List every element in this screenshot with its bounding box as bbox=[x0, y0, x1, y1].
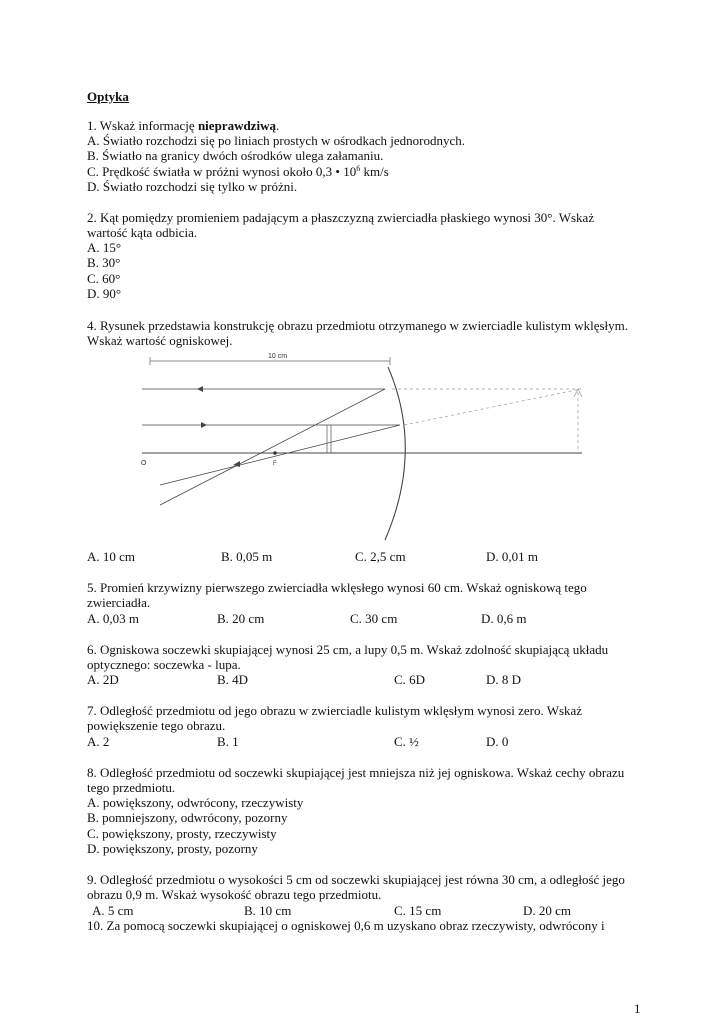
question-7-option-d: D. 0 bbox=[486, 734, 509, 749]
question-7-stem-line1: 7. Odległość przedmiotu od jego obrazu w zwierciadle kulistym wklęsłym wynosi zero. Wskaż bbox=[87, 703, 583, 718]
direction-arrow-middle bbox=[201, 422, 207, 428]
question-9-stem-line2: obrazu 0,9 m. Wskaż wysokość obrazu tego przedmiotu. bbox=[87, 887, 382, 902]
question-6-option-a: A. 2D bbox=[87, 672, 119, 687]
question-7-option-b: B. 1 bbox=[217, 734, 239, 749]
question-5-option-a: A. 0,03 m bbox=[87, 611, 139, 626]
question-1-option-a: A. Światło rozchodzi się po liniach prostych w ośrodkach jednorodnych. bbox=[87, 133, 465, 148]
ray-reflected-to-focus-b bbox=[160, 425, 400, 485]
question-9-stem-line1: 9. Odległość przedmiotu o wysokości 5 cm od soczewki skupiającej jest równa 30 cm, a odległość jego bbox=[87, 872, 625, 887]
question-5-stem-line1: 5. Promień krzywizny pierwszego zwierciadła wklęsłego wynosi 60 cm. Wskaż ogniskową tego bbox=[87, 580, 587, 595]
object-arrow bbox=[327, 425, 331, 453]
focus-point bbox=[273, 451, 277, 455]
question-4-option-d: D. 0,01 m bbox=[486, 549, 538, 564]
question-2-stem-line1: 2. Kąt pomiędzy promieniem padającym a płaszczyzną zwierciadła płaskiego wynosi 30°. Wskaż bbox=[87, 210, 595, 225]
question-2-stem-line2: wartość kąta odbicia. bbox=[87, 225, 198, 240]
question-5-option-c: C. 30 cm bbox=[350, 611, 398, 626]
label-f: F bbox=[273, 461, 277, 467]
question-8-option-d: D. powiększony, prosty, pozorny bbox=[87, 841, 258, 856]
question-4-option-b: B. 0,05 m bbox=[221, 549, 273, 564]
question-6-option-c: C. 6D bbox=[394, 672, 426, 687]
page-number: 1 bbox=[634, 1001, 641, 1016]
question-8-stem-line1: 8. Odległość przedmiotu od soczewki skupiającej jest mniejsza niż jej ogniskowa. Wskaż cechy obrazu bbox=[87, 765, 625, 780]
question-5-option-d: D. 0,6 m bbox=[481, 611, 527, 626]
question-8-option-b: B. pomniejszony, odwrócony, pozorny bbox=[87, 810, 288, 825]
label-o: O bbox=[141, 460, 147, 467]
question-6-stem-line1: 6. Ogniskowa soczewki skupiającej wynosi 25 cm, a lupy 0,5 m. Wskaż zdolność skupiającą układu bbox=[87, 642, 609, 657]
question-7-option-c: C. ½ bbox=[394, 734, 419, 749]
question-4-stem-line1: 4. Rysunek przedstawia konstrukcję obrazu przedmiotu otrzymanego w zwierciadle kulistym wklęsłym. bbox=[87, 318, 628, 333]
question-5-option-b: B. 20 cm bbox=[217, 611, 265, 626]
question-1-option-d: D. Światło rozchodzi się tylko w próżni. bbox=[87, 179, 298, 194]
question-2-option-a: A. 15° bbox=[87, 240, 122, 255]
question-10-stem-line1: 10. Za pomocą soczewki skupiającej o ogniskowej 0,6 m uzyskano obraz rzeczywisty, odwrócony i bbox=[87, 918, 605, 933]
question-9-option-d: D. 20 cm bbox=[523, 903, 572, 918]
question-9-option-a: A. 5 cm bbox=[92, 903, 134, 918]
exponent: 6 bbox=[356, 164, 361, 173]
question-1-stem: 1. Wskaż informację nieprawdziwą. bbox=[87, 118, 280, 133]
question-1-option-b: B. Światło na granicy dwóch ośrodków ulega załamaniu. bbox=[87, 148, 384, 163]
question-1-option-c: C. Prędkość światła w próżni wynosi około 0,3 • $10^6$ km/s bbox=[87, 164, 389, 179]
question-4-option-a: A. 10 cm bbox=[87, 549, 136, 564]
direction-arrow-top bbox=[197, 386, 203, 392]
question-6-stem-line2: optycznego: soczewka - lupa. bbox=[87, 657, 241, 672]
question-9-option-b: B. 10 cm bbox=[244, 903, 292, 918]
question-6-option-d: D. 8 D bbox=[486, 672, 522, 687]
dimension-label: 10 cm bbox=[268, 353, 288, 360]
question-2-option-c: C. 60° bbox=[87, 271, 121, 286]
question-8-stem-line2: tego przedmiotu. bbox=[87, 780, 176, 795]
question-8-option-c: C. powiększony, prosty, rzeczywisty bbox=[87, 826, 277, 841]
question-4-stem-line2: Wskaż wartość ogniskowej. bbox=[87, 333, 233, 348]
question-5-stem-line2: zwierciadła. bbox=[87, 595, 151, 610]
question-2-option-b: B. 30° bbox=[87, 255, 121, 270]
question-7-option-a: A. 2 bbox=[87, 734, 110, 749]
question-6-option-b: B. 4D bbox=[217, 672, 249, 687]
question-1-emphasis: nieprawdziwą bbox=[197, 118, 276, 133]
ray-reflected-to-focus-a bbox=[160, 389, 385, 505]
question-2-option-d: D. 90° bbox=[87, 286, 122, 301]
virtual-rays bbox=[392, 389, 581, 453]
question-8-option-a: A. powiększony, odwrócony, rzeczywisty bbox=[87, 795, 304, 810]
question-7-stem-line2: powiększenie tego obrazu. bbox=[87, 718, 226, 733]
page-title: Optyka bbox=[87, 89, 129, 104]
question-9-option-c: C. 15 cm bbox=[394, 903, 442, 918]
question-4-option-c: C. 2,5 cm bbox=[355, 549, 406, 564]
